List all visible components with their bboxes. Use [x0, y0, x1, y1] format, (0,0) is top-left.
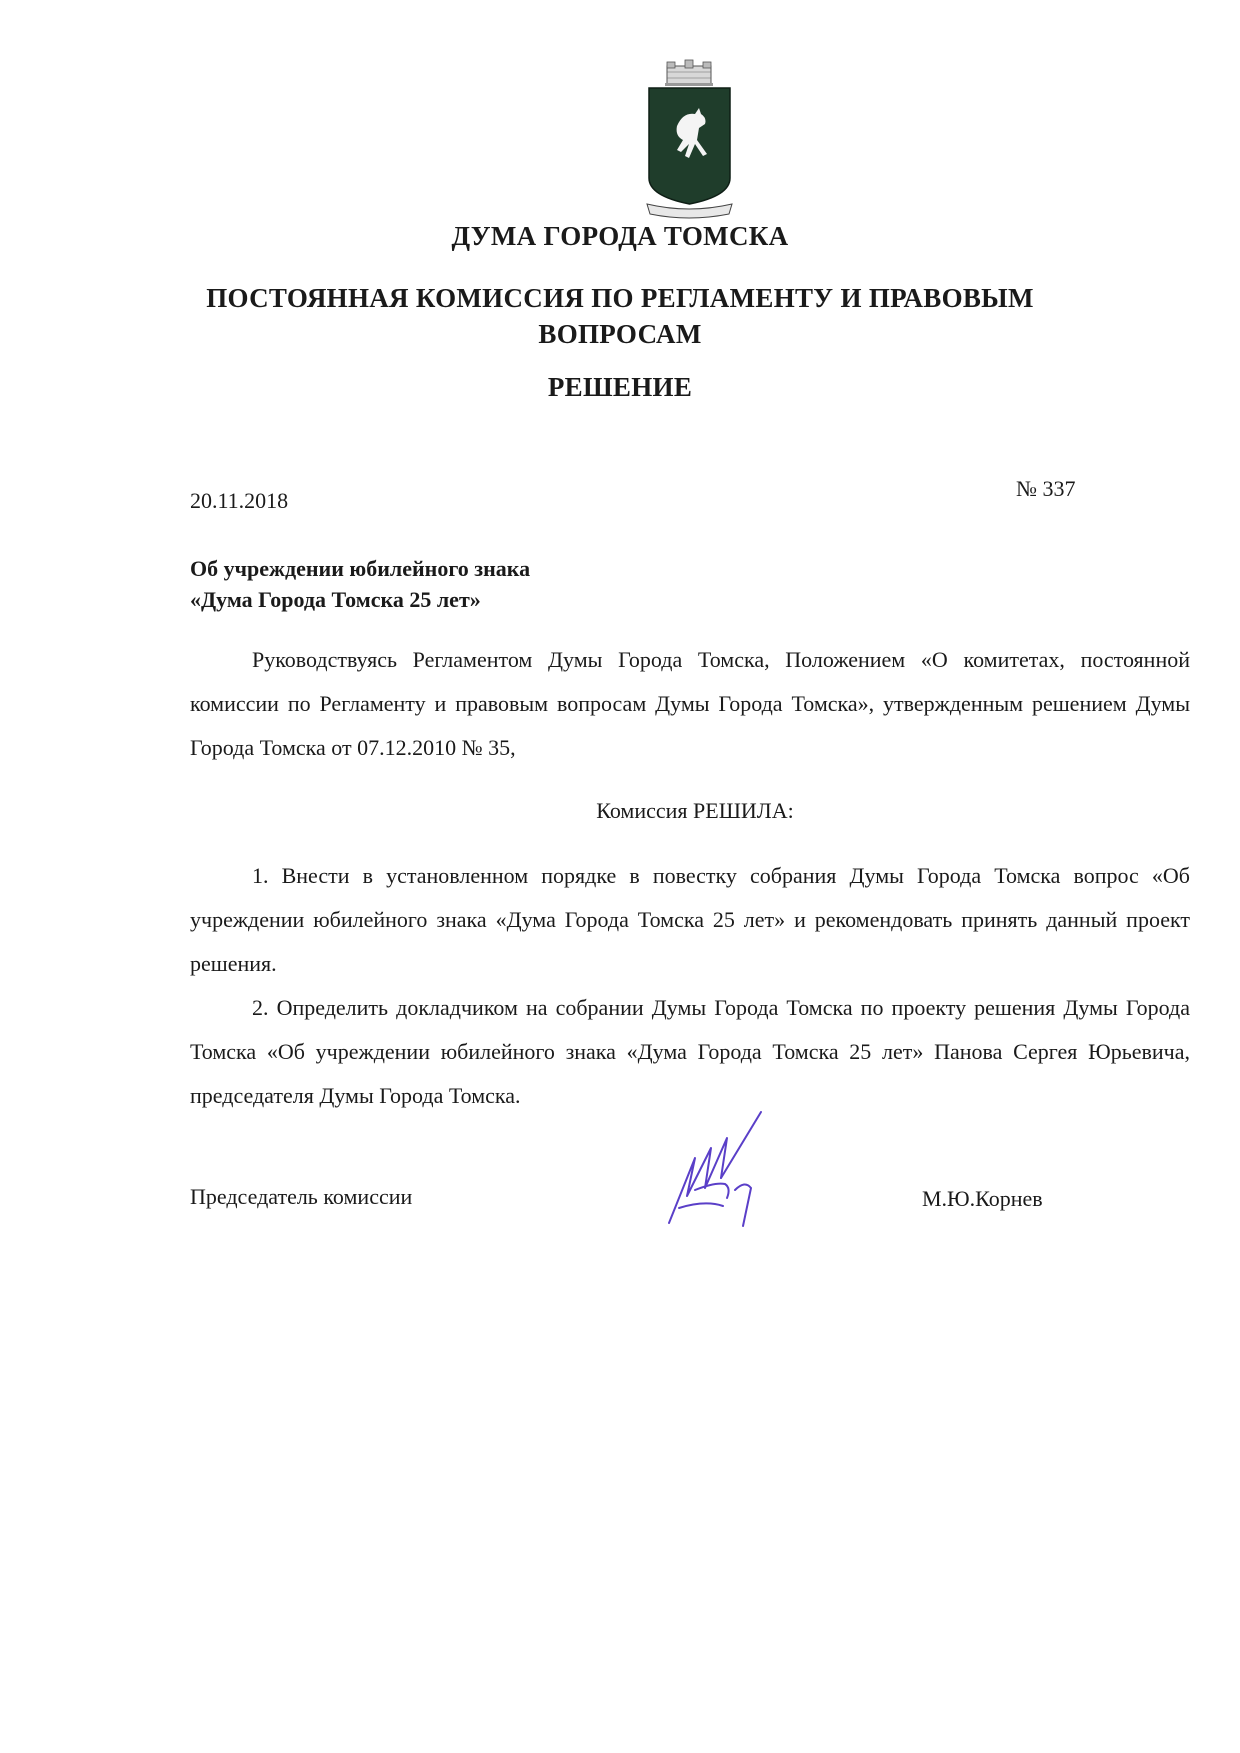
document-type: РЕШЕНИЕ [547, 372, 693, 402]
document-number: № 337 [1016, 476, 1076, 501]
commission-title-line2: ВОПРОСАМ [538, 319, 702, 349]
resolution-item-1: 1. Внести в установленном порядке в повестку собрания Думы Города Томска вопрос «Об учреждении юбилейного знака «Дума Города Томска 25 лет» и рекомендовать принять данный проект решения. [190, 863, 1190, 976]
commission-title-line1: ПОСТОЯННАЯ КОМИССИЯ ПО РЕГЛАМЕНТУ И ПРАВОВЫМ [206, 283, 1034, 313]
document-subject [190, 553, 530, 615]
intro-paragraph: Руководствуясь Регламентом Думы Города Томска, Положением «О комитетах, постоянной комиссии по Регламенту и правовым вопросам Думы Города Томска», утвержденным решением Думы Города Томска от 07.12.2010 № 35, [190, 647, 1190, 760]
organization-title: ДУМА ГОРОДА ТОМСКА [451, 221, 789, 251]
signer-name: М.Ю.Корнев [922, 1186, 1043, 1211]
signer-role: Председатель комиссии [190, 1184, 413, 1209]
resolution-item-2: 2. Определить докладчиком на собрании Думы Города Томска по проекту решения Думы Города Томска «Об учреждении юбилейного знака «Дума Города Томска 25 лет» Панова Сергея Юрьевича, председателя Думы Города Томска. [190, 995, 1190, 1108]
resolved-heading: Комиссия РЕШИЛА: [596, 798, 794, 823]
subject-line2: «Дума Города Томска 25 лет» [190, 587, 481, 612]
handwritten-signature-icon [665, 1108, 795, 1233]
tomsk-coat-of-arms-icon [637, 58, 742, 223]
subject-line1: Об учреждении юбилейного знака [190, 556, 531, 581]
commission-title [0, 280, 1240, 352]
document-date: 20.11.2018 [190, 488, 289, 513]
